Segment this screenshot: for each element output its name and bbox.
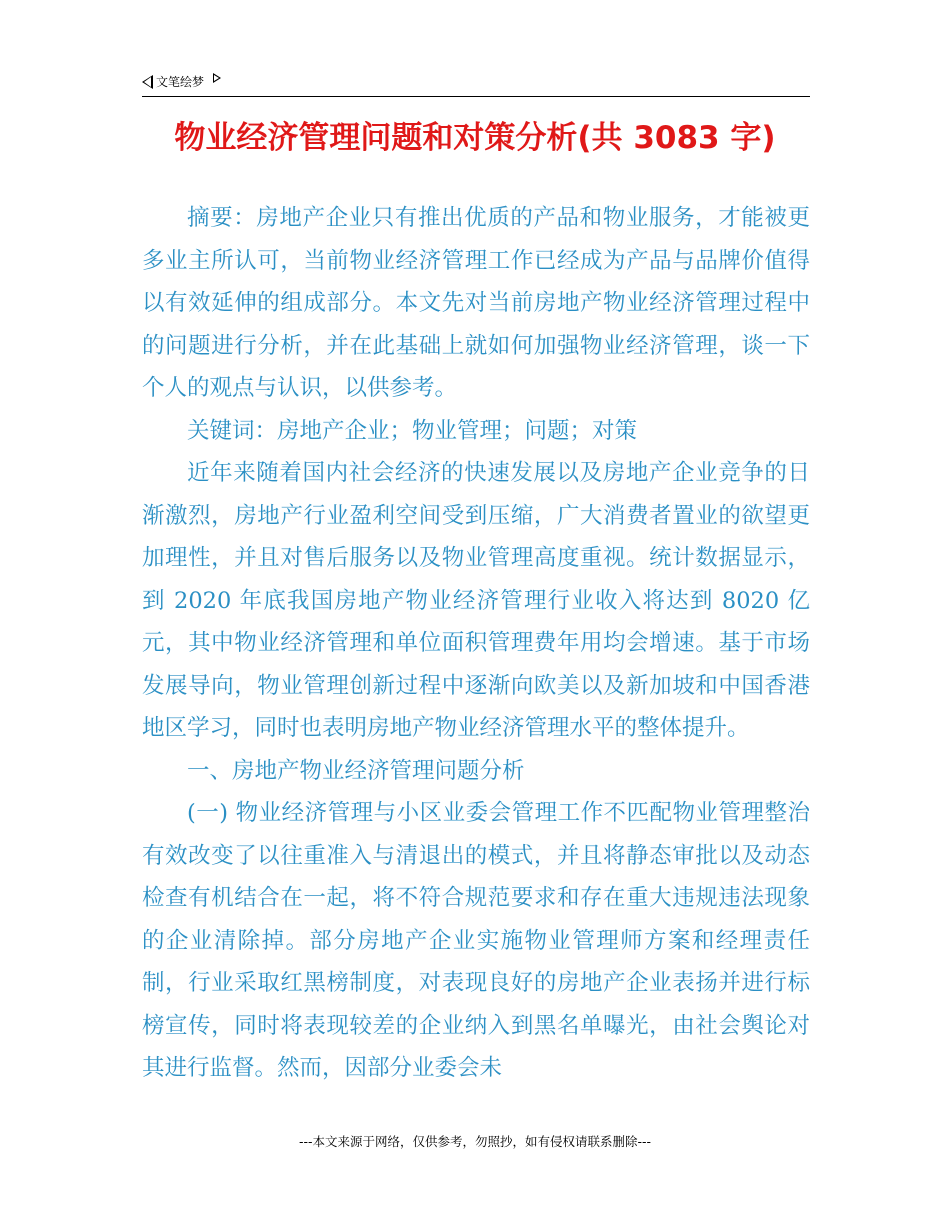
document-body	[142, 197, 810, 1090]
page-header	[142, 72, 810, 97]
abstract-paragraph: 摘要：房地产企业只有推出优质的产品和物业服务，才能被更多业主所认可，当前物业经济管理工作已经成为产品与品牌价值得以有效延伸的组成部分。本文先对当前房地产物业经济管理过程中的问题进行分析，并在此基础上就如何加强物业经济管理，谈一下个人的观点与认识，以供参考。	[142, 205, 810, 401]
section-heading: 一、房地产物业经济管理问题分析	[187, 757, 525, 784]
header-brand	[142, 73, 221, 90]
document-title: 物业经济管理问题和对策分析(共 3083 字)	[174, 120, 776, 156]
header-brand-text: 文笔绘梦	[156, 75, 205, 89]
keywords-paragraph: 关键词：房地产企业；物业管理；问题；对策	[187, 417, 638, 444]
intro-paragraph: 近年来随着国内社会经济的快速发展以及房地产企业竞争的日渐激烈，房地产行业盈利空间受到压缩，广大消费者置业的欲望更加理性，并且对售后服务以及物业管理高度重视。统计数据显示，到 2020 年底我国房地产物业经济管理行业收入将达到 8020 亿元，其中物业经济管理和单位面积管理费年用均会增速。基于市场发展导向，物业管理创新过程中逐渐向欧美以及新加坡和中国香港地区学习，同时也表明房地产物业经济管理水平的整体提升。	[142, 460, 810, 741]
page-footer: ---本文来源于网络，仅供参考，勿照抄，如有侵权请联系删除---	[298, 1134, 652, 1149]
triangle-left-icon	[142, 75, 153, 89]
subsection-paragraph: (一) 物业经济管理与小区业委会管理工作不匹配物业管理整治有效改变了以往重准入与清退出的模式，并且将静态审批以及动态检查有机结合在一起，将不符合规范要求和存在重大违规违法现象的企业清除掉。部分房地产企业实施物业管理师方案和经理责任制，行业采取红黑榜制度，对表现良好的房地产企业表扬并进行标榜宣传，同时将表现较差的企业纳入到黑名单曝光，由社会舆论对其进行监督。然而，因部分业委会未	[142, 800, 810, 1081]
triangle-right-icon	[213, 73, 221, 83]
